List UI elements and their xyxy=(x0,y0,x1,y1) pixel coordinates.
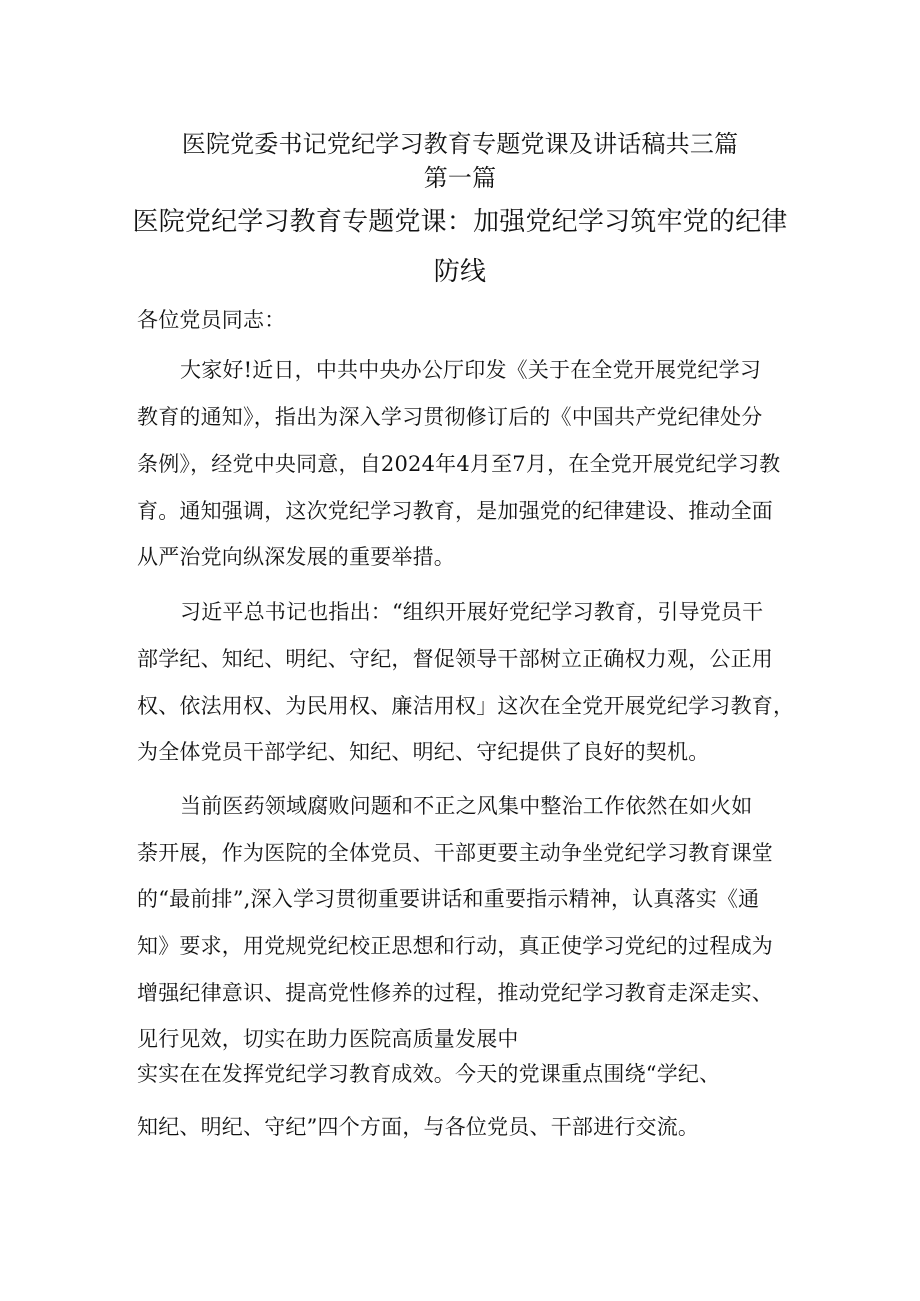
paragraph-3-line: 见行见效，切实在助力医院高质量发展中 xyxy=(137,1027,519,1051)
lecture-title-line-1: 医院党纪学习教育专题党课：加强党纪学习筑牢党的纪律 xyxy=(132,207,788,237)
paragraph-3-line: 知纪、明纪、守纪”四个方面，与各位党员、干部进行交流。 xyxy=(137,1115,700,1139)
chapter-heading: 第一篇 xyxy=(423,164,497,192)
paragraph-3-line: 的“最前排”,深入学习贯彻重要讲话和重要指示精神，认真落实《通 xyxy=(137,887,760,911)
paragraph-2-line: 为全体党员干部学纪、知纪、明纪、守纪提供了良好的契机。 xyxy=(137,740,710,764)
paragraph-2-line: 权、依法用权、为民用权、廉洁用权」这次在全党开展党纪学习教育， xyxy=(137,694,795,718)
salutation: 各位党员同志： xyxy=(137,308,286,332)
paragraph-3-line: 荼开展，作为医院的全体党员、干部更要主动争坐党纪学习教育课堂 xyxy=(137,841,773,865)
paragraph-1-line: 从严治党向纵深发展的重要举措。 xyxy=(137,545,455,569)
lecture-title-line-2: 防线 xyxy=(433,257,487,287)
paragraph-2-line: 习近平总书记也指出：“组织开展好党纪学习教育，引导党员干 xyxy=(180,600,764,624)
paragraph-1-line: 条例》，经党中央同意，自2024年4月至7月，在全党开展党纪学习教 xyxy=(137,452,781,476)
paragraph-1-line: 教育的通知》，指出为深入学习贯彻修订后的《中国共产党纪律处分 xyxy=(137,405,763,429)
document-title: 医院党委书记党纪学习教育专题党课及讲话稿共三篇 xyxy=(181,130,739,158)
paragraph-1-line: 大家好!近日，中共中央办公厅印发《关于在全党开展党纪学习 xyxy=(180,358,762,382)
paragraph-1-line: 育。通知强调，这次党纪学习教育，是加强党的纪律建设、推动全面 xyxy=(137,499,773,523)
paragraph-3-line: 增强纪律意识、提高党性修养的过程，推动党纪学习教育走深走实、 xyxy=(137,981,773,1005)
paragraph-3-line: 知》要求，用党规党纪校正思想和行动，真正使学习党纪的过程成为 xyxy=(137,934,773,958)
paragraph-2-line: 部学纪、知纪、明纪、守纪，督促领导干部树立正确权力观，公正用 xyxy=(137,647,773,671)
paragraph-3-line: 当前医药领域腐败问题和不正之风集中整治工作依然在如火如 xyxy=(180,794,753,818)
paragraph-3-line: 实实在在发挥党纪学习教育成效。今天的党课重点围绕“学纪、 xyxy=(137,1062,721,1086)
